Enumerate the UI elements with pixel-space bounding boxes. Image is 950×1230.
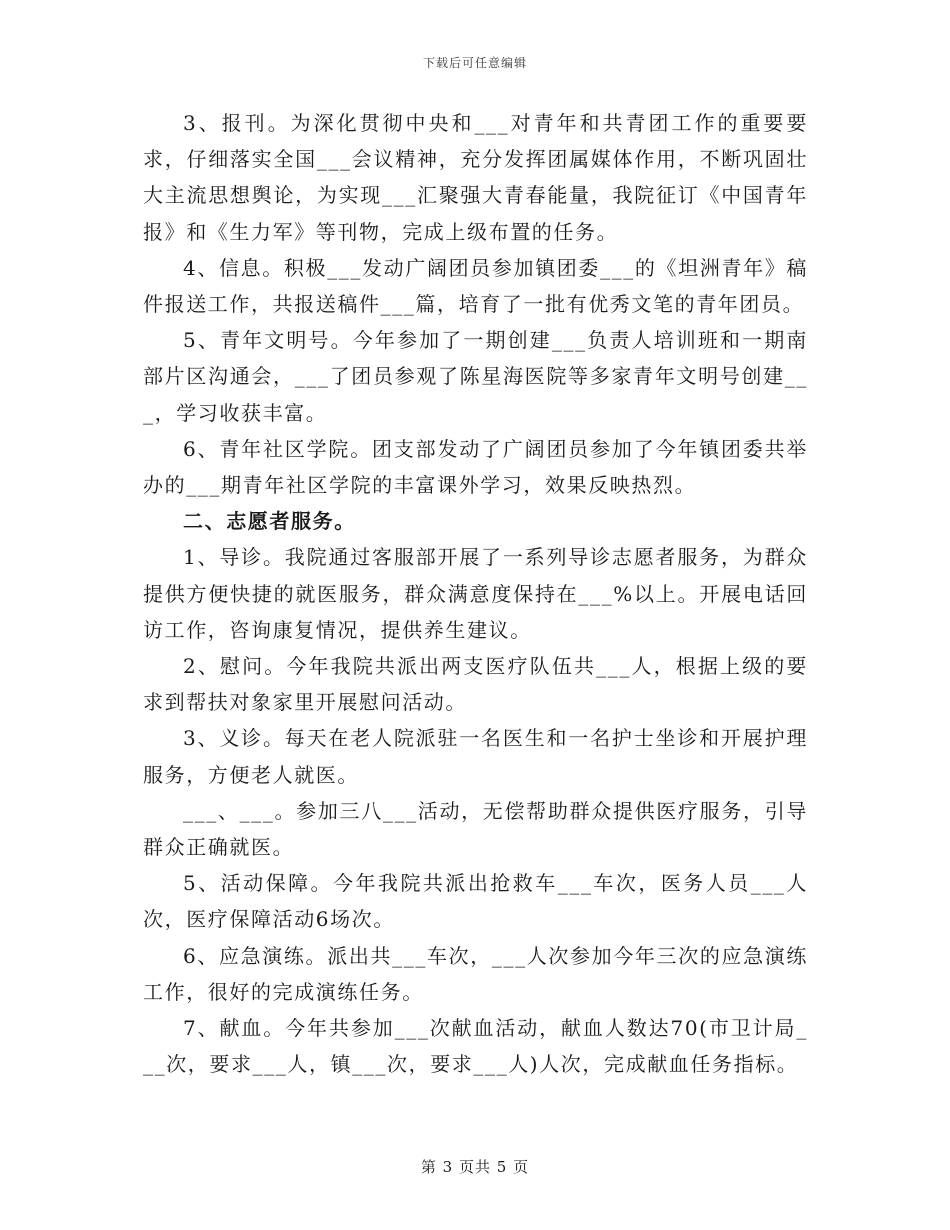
paragraph-community-college: 6、青年社区学院。团支部发动了广阔团员参加了今年镇团委共举办的___期青年社区学院的丰富课外学习，效果反映热烈。 — [143, 436, 808, 498]
paragraph-newspapers: 3、报刊。为深化贯彻中央和___对青年和共青团工作的重要要求，仔细落实全国___会议精神，充分发挥团属媒体作用，不断巩固壮大主流思想舆论，为实现___汇聚强大青春能量，我院征订《中国青年报》和《生力军》等刊物，完成上级布置的任务。 — [143, 111, 808, 244]
paragraph-event-support: 5、活动保障。今年我院共派出抢救车___车次，医务人员___人次，医疗保障活动6场次。 — [143, 871, 808, 932]
paragraph-free-clinic: 3、义诊。每天在老人院派驻一名医生和一名护士坐诊和开展护理服务，方便老人就医。 — [143, 726, 808, 787]
paragraph-emergency-drill: 6、应急演练。派出共___车次，___人次参加今年三次的应急演练工作，很好的完成演练任务。 — [143, 943, 808, 1004]
section-heading-volunteer: 二、志愿者服务。 — [183, 509, 356, 534]
document-body — [143, 105, 808, 1082]
paragraph-information: 4、信息。积极___发动广阔团员参加镇团委___的《坦洲青年》稿件报送工作，共报送稿件___篇，培育了一批有优秀文笔的青年团员。 — [143, 255, 808, 317]
paragraph-condolence: 2、慰问。今年我院共派出两支医疗队伍共___人，根据上级的要求到帮扶对象家里开展慰问活动。 — [143, 654, 808, 715]
paragraph-blood-donation: 7、献血。今年共参加___次献血活动，献血人数达70(市卫计局___次，要求___人，镇___次，要求___人)人次，完成献血任务指标。 — [143, 1016, 808, 1077]
paragraph-guidance: 1、导诊。我院通过客服部开展了一系列导诊志愿者服务，为群众提供方便快捷的就医服务，群众满意度保持在___%以上。开展电话回访工作，咨询康复情况，提供养生建议。 — [143, 545, 808, 642]
paragraph-youth-civilization: 5、青年文明号。今年参加了一期创建___负责人培训班和一期南部片区沟通会，___了团员参观了陈星海医院等多家青年文明号创建___，学习收获丰富。 — [143, 328, 808, 425]
page-header: 下载后可任意编辑 — [422, 56, 527, 70]
paragraph-womens-day: ___、___。参加三八___活动，无偿帮助群众提供医疗服务，引导群众正确就医。 — [143, 798, 808, 860]
page-footer: 第 3 页共 5 页 — [420, 1158, 530, 1176]
